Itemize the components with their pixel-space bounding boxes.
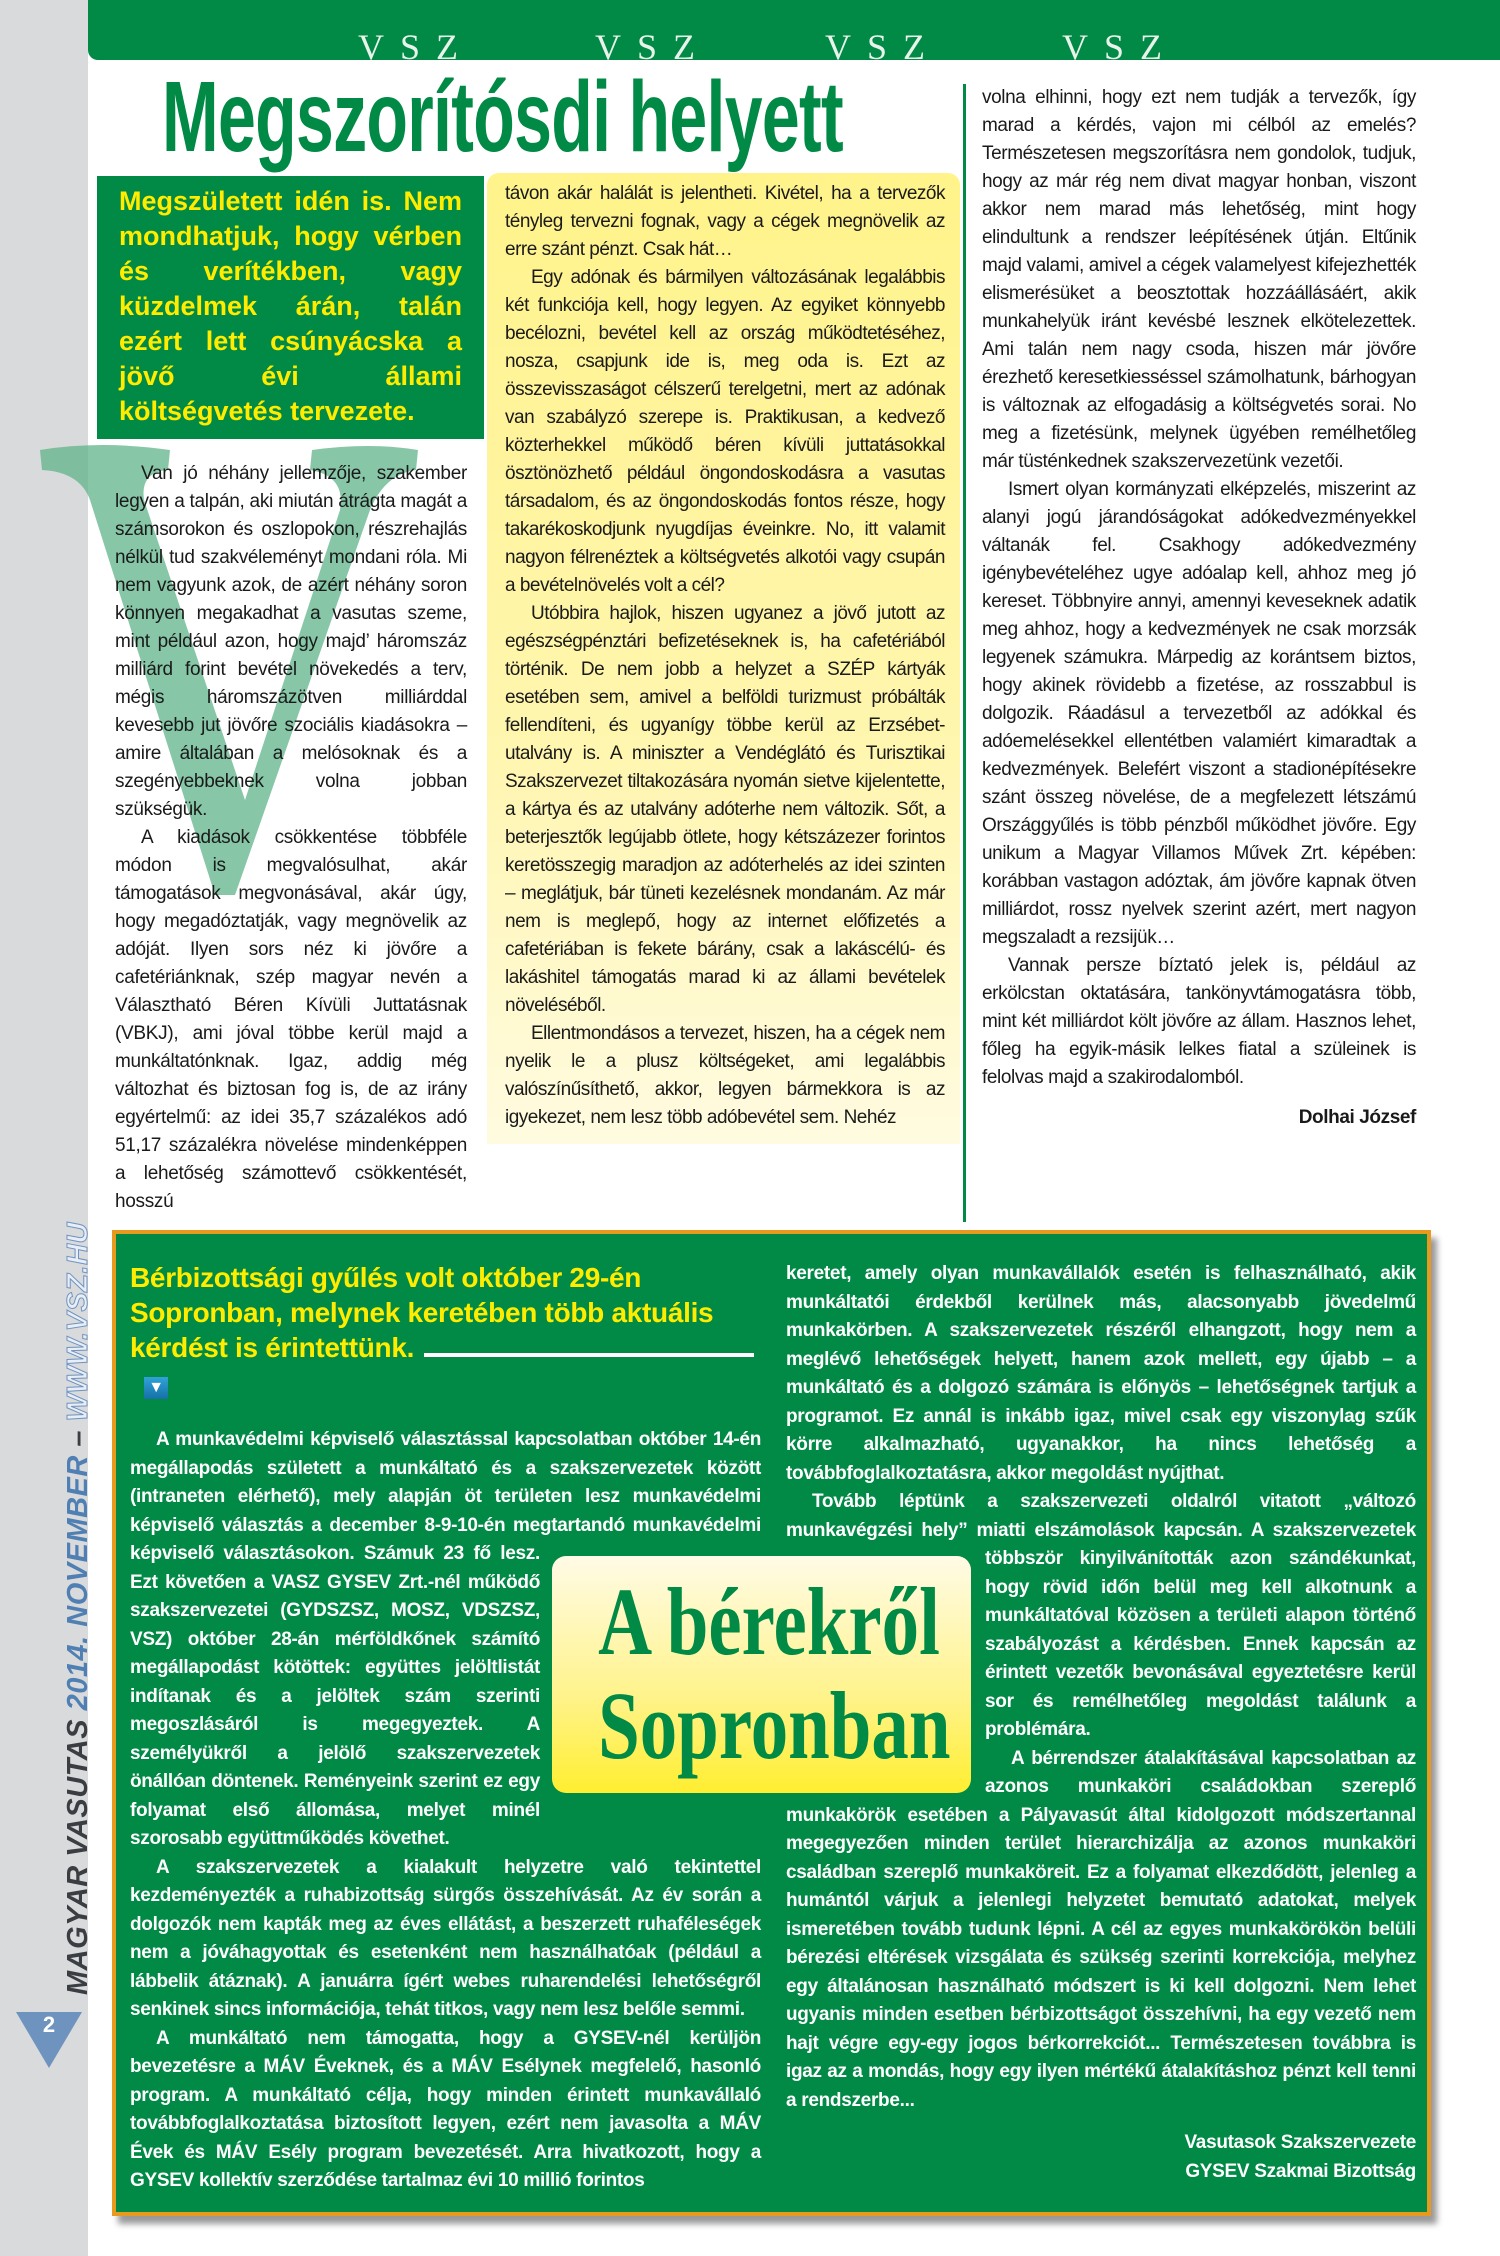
paragraph: A bérrendszer átalakításával kapcsolatban az azonos munkaköri családokban szereplő munkakörök esetében a Pályavasút által kidolgozott módszertannal megegyezően minden terület hierarchizálja az azonos munkaköri családban szereplő munkaköreit. Ez a folyamat elkezdődött, jelenleg a humántól várjuk a jelenlegi helyzetet bemutató adatokat, melyek ismeretében tovább tudunk lépni. A cél az egyes munkakörökön belüli bérezési eltérések vizsgálata és szükség szerinti korrekciója, melyhez egy általánosan használható módszert is ki kell dolgozni. Nem lehet ugyanis minden esetben bérbizottságot összehívni, ha egy vezető nem hajt végre egy-egy jogos bérkorrekciót... Természetesen továbbra is igaz az a mondás, hogy egy ilyen mértékű átalakításhoz pénzt kell tenni a rendszerbe... <box>786 1747 1416 2111</box>
band-label: VSZ <box>1062 27 1179 67</box>
box-title-line: A bérekről <box>598 1568 940 1675</box>
paragraph: Ismert olyan kormányzati elképzelés, miszerint az alanyi jogú járandóságokat adókedvezményekkel váltanák fel. Csakhogy adókedvezmény igénybevételéhez ugye adóalap kell, ahhoz meg jó kereset. Többnyire annyi, amennyi keveseknek adatik meg ahhoz, hogy a kedvezmények ne csak morzsák legyenek számukra. Márpedig az korántsem biztos, hogy akinek rövidebb a fizetése, az rosszabbul is dolgozik. Ráadásul a tervezetből az adókkal és adóemelésekkel ellentétben valamiért kimaradtak a kedvezmények. Belefért viszont a stadionépítésekre szánt összeg növelése, de a megfelezett létszámú Országgyűlés is több pénzből működhet jövőre. Egy unikum a Magyar Villamos Művek Zrt. képében: korábban vastagon adóztak, ám jövőre kapnak ötven milliárdot, rossz nyelvek szerint azért, mert nagyon megszaladt a rezsijük… <box>982 479 1416 948</box>
band-label: VSZ <box>825 27 942 67</box>
band-label: VSZ <box>595 27 712 67</box>
publication-footer <box>62 1222 95 1995</box>
issue-date: 2014. NOVEMBER <box>62 1455 94 1711</box>
paragraph: Tovább léptünk a szakszervezeti oldalról vitatott „változó munkavégzési hely” miatti elszámolások kapcsán. A szakszervezetek többször kinyilvánították azon szándékunkat, hogy rövid időn belül meg kell alkotnunk a munkáltatóval közösen a területi alapon történő szabályozást a kérdésben. Ennek kapcsán az érintett vezetők bevonásával egyeztetésre kerül sor és remélhetőleg megoldást találunk a problémára. <box>786 1491 1416 1740</box>
lead-underline <box>424 1353 754 1357</box>
paragraph: A kiadások csökkentése többféle módon is megvalósulhat, akár támogatások megvonásával, akár úgy, hogy megadóztatják, vagy megnövelik az adóját. Ilyen sors néz ki jövőre a cafetériánknak, szép magyar nevén a Választható Béren Kívüli Juttatásnak (VBKJ), ami jóval többe kerül majd a munkáltatónknak. Igaz, addig még változhat és biztosan fog is, de az irány egyértelmű: az idei 35,7 százalékos adó 51,17 százalékra növelése mindenképpen a lehetőség számottevő csökkentését, hosszú <box>115 827 467 1212</box>
signature-line: GYSEV Szakmai Bizottság <box>1185 2160 1416 2182</box>
column-divider <box>963 84 966 1222</box>
article-box-berekrol <box>112 1230 1431 2216</box>
page-sidebar <box>0 0 94 2256</box>
separator: – <box>62 1429 94 1447</box>
box-title-line: Sopronban <box>598 1672 951 1779</box>
article-author: Dolhai József <box>1298 1107 1416 1128</box>
paragraph: A munkáltató nem támogatta, hogy a GYSEV-nél kerüljön bevezetésre a MÁV Éveknek, és a MÁV Esélynek megfelelő, hasonló program. A munkáltató célja, hogy minden érintett munkavállaló továbbfoglalkoztatása biztosított legyen, ezért nem javasolta a MÁV Évek és MÁV Esély program bevezetését. Arra hivatkozott, hogy a GYSEV kollektív szerződése tartalmaz évi 10 millió forintos <box>130 2027 761 2191</box>
paragraph: Egy adónak és bármilyen változásának legalábbis két funkciója kell, hogy legyen. Az egyiket könnyebb becélozni, bevétel kell az ország működtetéséhez, nosza, csapjunk ide is, meg oda is. Ezt az összevisszaságot célszerű terelgetni, mert az adónak van szabályzó szerepe is. Praktikusan, a kedvező közterhekkel működő béren kívüli juttatásokkal ösztönözhető például öngondoskodásra a vasutas társadalom, és az öngondoskodás fontos része, hogy takarékoskodjunk nyugdíjas éveinkre. No, itt valamit nagyon félrenéztek a költségvetés alkotói vagy csupán a bevételnövelés volt a cél? <box>505 267 945 596</box>
article-column-2 <box>505 180 945 1132</box>
paragraph: volna elhinni, hogy ezt nem tudják a tervezők, így marad a kérdés, vajon mi célból az emelés? Természetesen megszorításra nem gondolok, tudjuk, hogy az már rég nem divat magyar honban, viszont akkor nem marad más lehetőség, mint hogy elindultunk a rendszer leépítésének útján. Eltűnik majd valami, amivel a cégek valamelyest kifejezhették elismerésüket a beosztottak hozzáállásáért, akik munkahelyük iránt kevésbé lesznek elkötelezettek. Ami talán nem nagy csoda, hiszen már jövőre érezhető keresetkiesséssel számolhatunk, bárhogyan is változnak az elfogadásig a költségvetés sorai. No meg a fizetésünk, melynek ügyében remélhetőleg már tüsténkednek szakszervezetünk vezetői. <box>982 87 1416 472</box>
paragraph: Vannak persze bíztató jelek is, például az erkölcstan oktatására, tankönyvtámogatásra több, mint két milliárdot költ jövőre az állam. Hasznos lehet, főleg ha egyik-másik lelkes fiatal a szüleinek is felolvas majd a szakirodalomból. <box>982 955 1416 1088</box>
signature-line: Vasutasok Szakszervezete <box>1184 2132 1416 2153</box>
article-column-1 <box>115 460 467 1216</box>
box-lead-text: Bérbizottsági gyűlés volt október 29-én Sopronban, melynek keretében több aktuális kérdést is érintettünk. <box>130 1262 714 1363</box>
band-label: VSZ <box>358 27 475 67</box>
paragraph: A szakszervezetek a kialakult helyzetre való tekintettel kezdeményezték a ruhabizottság sürgős összehívását. Az év során a dolgozók nem kapták meg az éves ellátást, a beszerzett ruhaféleségek nem a jóváhagyottak és esetenként nem használhatóak (például a lábbelik átáznak). A januárra ígért webes ruharendelési lehetőségről senkinek sincs információja, tehát titkos, vagy nem lesz belőle semmi. <box>130 1856 761 2020</box>
paragraph: keretet, amely olyan munkavállalók esetén is felhasználható, akik munkáltatói érdekből kerülnek más, alacsonyabb jövedelmű munkakörben. A szakszervezetek részéről elhangzott, hogy nem a meglévő lehetőségek helyett, hanem azok mellett, egy újabb – a munkáltató és a dolgozó számára is előnyös – lehetőségnek tartjuk a programot. Ez annál is inkább igaz, mivel csak egy viszonylag szűk körre alkalmazható, ugyanakkor, ha nincs lehetőség a továbbfoglalkoztatásra, akkor megoldást nyújthat. <box>786 1263 1416 1484</box>
article-lead: Megszületett idén is. Nem mondhatjuk, hogy vérben és verítékben, vagy küzdelmek árán, talán ezért lett csúnyácska a jövő évi állami költségvetés tervezete. <box>97 176 484 439</box>
header-band <box>88 0 1500 67</box>
paragraph: Van jó néhány jellemzője, szakember legyen a talpán, aki miután átrágta magát a számsorokon és oszlopokon, részrehajlás nélkül tud szakvéleményt mondani róla. Mi nem vagyunk azok, de azért néhány soron könnyen megakadhat a vasutas szeme, mint például azon, hogy majd’ háromszáz milliárd forint bevétel növekedés a terv, mégis háromszázötven milliárddal kevesebb jut jövőre szociális kiadásokra – amire általában a melósoknak és a szegényebbeknek volna jobban szükségük. <box>115 463 467 820</box>
page-number: 2 <box>42 2012 56 2037</box>
paragraph: Ellentmondásos a tervezet, hiszen, ha a cégek nem nyelik le a plusz költségeket, ami legalábbis valószínűsíthető, akkor, legyen bármekkora is az igyekezet, nem lesz több adóbevétel sem. Nehéz <box>505 1023 945 1128</box>
down-arrow-icon: ▼ <box>144 1377 168 1399</box>
paragraph: A munkavédelmi képviselő választással kapcsolatban október 14-én megállapodás született a munkáltató és a szakszervezetek között (intraneten elérhető), mely alapján öt területen lesz munkavédelmi képviselő választás a december 8-9-10-én megtartandó munkavédelmi képviselő választásokon. Számuk 23 fő lesz. Ezt követően a VASZ GYSEV Zrt.-nél működő szakszervezetei (GYDSZSZ, MOSZ, VDSZSZ, VSZ) október 28-án mérföldkőnek számító megállapodást kötöttek: együttes jelöltlistát indítanak és a jelöltek szám szerinti megoszlásáról is megegyeztek. A személyükről a jelölő szakszervezetek önállóan döntenek. Reményeink szerint ez egy folyamat első állomása, melyet minél szorosabb együttműködés követhet. <box>130 1429 761 1849</box>
article-column-3 <box>982 84 1416 1132</box>
box-signature <box>786 2129 1416 2186</box>
article-title: Megszorítósdi helyett <box>162 61 843 173</box>
box-left-column <box>130 1260 951 2196</box>
box-right-column <box>786 1260 1416 2186</box>
publication-name: MAGYAR VASUTAS <box>62 1718 94 1995</box>
website-link[interactable]: WWW.VSZ.HU <box>62 1222 94 1422</box>
box-lead <box>130 1260 761 1400</box>
paragraph: Utóbbira hajlok, hiszen ugyanez a jövő jutott az egészségpénztári befizetéseknek is, ha cafetériából történik. De nem jobb a helyzet a SZÉP kártyák esetében sem, amivel a belföldi turizmust próbálták fellendíteni, és ugyanígy többe kerül az Erzsébet-utalvány is. A miniszter a Vendéglátó és Turisztikai Szakszervezet tiltakozására nyomán sietve kijelentette, a kártya és az utalvány adóterhe nem változik. Sőt, a beterjesztők legújabb ötlete, hogy kétszázezer forintos keretösszegig maradjon az adóterhelés az idei szinten – meglátjuk, bár tüneti kezelésnek mondanám. Az már nem is meglepő, hogy az internet előfizetés a cafetériában is fekete bárány, csak a lakáscélú- és lakáshitel támogatás marad ki az állami bevételek növeléséből. <box>505 603 945 1016</box>
paragraph: távon akár halálát is jelentheti. Kivétel, ha a tervezők tényleg tervezni fognak, vagy a cégek megnövelik az erre szánt pénzt. Csak hát… <box>505 183 945 260</box>
